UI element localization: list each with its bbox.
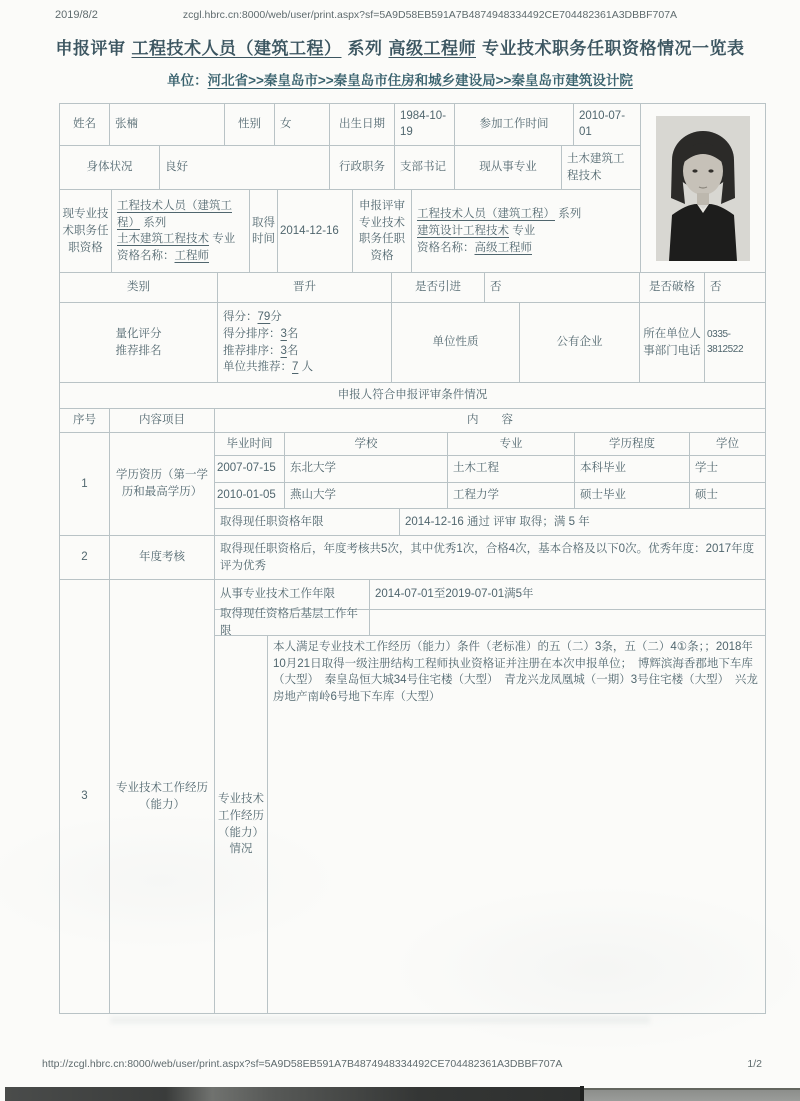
applied-major: 建筑设计工程技术 <box>417 224 509 237</box>
col-content: 内 容 <box>467 414 513 427</box>
profession-label: 现从事专业 <box>455 146 562 190</box>
applied-major-suffix: 专业 <box>512 224 536 237</box>
edu-h-degree: 学位 <box>716 437 739 450</box>
form-title <box>0 34 800 59</box>
applied-series-suffix: 系列 <box>558 208 582 221</box>
next-page-edge <box>0 1086 800 1101</box>
birth-value: 1984-10-19 <box>395 104 455 145</box>
current-name: 工程师 <box>174 249 209 262</box>
edu-1-major: 土木工程 <box>448 456 575 482</box>
current-major: 土木建筑工程技术 <box>117 233 209 246</box>
education-label: 学历资历（第一学历和最高学历） <box>110 433 215 535</box>
health-label: 身体状况 <box>60 146 160 190</box>
education-row-1 <box>215 456 765 483</box>
rec-rank-unit: 名 <box>286 344 299 357</box>
edu-h-grad-date: 毕业时间 <box>215 433 285 455</box>
experience-years-label: 从事专业技术工作年限 <box>215 580 370 609</box>
applied-title-value <box>412 190 640 272</box>
import-label: 是否引进 <box>392 273 485 302</box>
edu-2-school: 燕山大学 <box>285 483 448 509</box>
edu-h-school: 学校 <box>285 433 448 455</box>
exception-label: 是否破格 <box>640 273 705 302</box>
qualification-table <box>59 103 766 1014</box>
title-prefix: 申报评审 <box>55 39 126 58</box>
score-details <box>218 303 392 382</box>
edu-1-degree: 学士 <box>695 462 718 475</box>
assessment-content: 取得现任职资格后，年度考核共5次，其中优秀1次，合格4次，基本合格及以下0次。优秀年度：2017年度评为优秀 <box>220 542 755 572</box>
row-name <box>60 104 640 146</box>
score-block-label <box>60 303 218 382</box>
score-label-line2: 推荐排名 <box>115 344 162 357</box>
experience-base-row <box>215 607 765 637</box>
photo-cell <box>640 104 765 272</box>
row-section-header <box>60 383 765 409</box>
unit-label: 单位： <box>167 73 208 88</box>
exception-value: 否 <box>710 281 722 294</box>
import-value: 否 <box>485 273 640 302</box>
admin-label: 行政职务 <box>330 146 395 190</box>
edu-1-grad-date: 2007-07-15 <box>215 456 285 482</box>
current-name-label: 资格名称： <box>117 249 175 262</box>
profession-value: 土木建筑工程技术 <box>567 152 625 182</box>
edu-h-major: 专业 <box>448 433 575 455</box>
experience-label: 专业技术工作经历（能力） <box>110 580 215 1013</box>
unit-path-value: 河北省>>秦皇岛市>>秦皇岛市住房和城乡建设局>>秦皇岛市建筑设计院 <box>207 73 633 88</box>
score-label-line1: 量化评分 <box>115 327 162 340</box>
score-unit: 分 <box>270 311 282 324</box>
assessment-label: 年度考核 <box>110 536 215 579</box>
edu-2-major: 工程力学 <box>448 483 575 509</box>
next-page-edge-dark <box>5 1087 580 1101</box>
row-score <box>60 303 765 383</box>
current-series: 工程技术人员（建筑工程） <box>117 199 232 229</box>
education-no: 1 <box>60 433 110 535</box>
page-showthrough <box>110 1016 650 1024</box>
rec-rank-label: 推荐排序： <box>223 344 281 357</box>
name-value: 张楠 <box>110 104 225 145</box>
row-column-headers <box>60 409 765 433</box>
applied-name-label: 资格名称： <box>417 241 475 254</box>
obtain-time-label: 取得时间 <box>250 190 278 272</box>
applied-title-label: 申报评审专业技术职务任职资格 <box>353 190 412 272</box>
print-date: 2019/8/2 <box>55 9 98 21</box>
experience-detail-text: 本人满足专业技术工作经历（能力）条件（老标准）的五（二）3条，五（二）4①条；；2018年10月21日取得一级注册结构工程师执业资格证并注册在本次申报单位； 博辉滨海香郡地下车库（大型） 秦皇岛恒大城34号住宅楼（大型） 青龙兴龙凤凰城（一期）3号住宅楼（大型） 兴龙房地产南岭6号地下车库（大型） <box>273 641 758 704</box>
phone-label: 所在单位人事部门电话 <box>640 303 705 382</box>
title-level: 高级工程师 <box>388 39 476 58</box>
current-major-suffix: 专业 <box>212 233 236 246</box>
section-header: 申报人符合申报评审条件情况 <box>337 389 488 402</box>
score-rank-unit: 名 <box>286 327 299 340</box>
current-title-value <box>112 190 250 272</box>
edu-2-degree: 硕士 <box>695 489 718 502</box>
unit-type-label: 单位性质 <box>392 303 520 382</box>
row-current-title <box>60 190 640 272</box>
score-rank-value: 3 <box>280 327 287 340</box>
col-no: 序号 <box>60 409 110 432</box>
page-number: 1/2 <box>747 1058 762 1070</box>
experience-detail-label: 专业技术工作经历（能力）情况 <box>215 636 268 1013</box>
experience-detail-row <box>215 636 765 1013</box>
edu-2-grad-date: 2010-01-05 <box>215 483 285 509</box>
phone-value: 0335-3812522 <box>707 329 744 355</box>
total-unit: 人 <box>301 361 314 374</box>
education-row-2 <box>215 483 765 510</box>
gender-value: 女 <box>275 104 330 145</box>
row-experience <box>60 580 765 1013</box>
work-start-value: 2010-07-01 <box>579 109 626 139</box>
experience-years-value: 2014-07-01至2019-07-01满5年 <box>375 588 534 601</box>
edu-2-level: 硕士毕业 <box>575 483 690 509</box>
edu-h-level: 学历程度 <box>575 433 690 455</box>
edu-1-level: 本科毕业 <box>575 456 690 482</box>
score-value: 79 <box>257 311 271 324</box>
rec-rank-value: 3 <box>280 344 287 357</box>
experience-base-value <box>370 610 765 635</box>
score-rank-label: 得分排序： <box>223 327 281 340</box>
header-url: zcgl.hbrc.cn:8000/web/user/print.aspx?sf=5A9D58EB591A7B4874948334492CE704482361A3DBBF707A <box>182 9 678 21</box>
col-item: 内容项目 <box>110 409 215 432</box>
unit-type-value: 公有企业 <box>520 303 640 382</box>
id-photo <box>656 116 750 261</box>
row-assessment <box>60 536 765 580</box>
title-suffix: 专业技术职务任职资格情况一览表 <box>482 39 745 58</box>
birth-label: 出生日期 <box>330 104 395 145</box>
category-value: 晋升 <box>218 273 392 302</box>
education-tenure-row <box>215 509 765 535</box>
current-title-label: 现专业技术职务任职资格 <box>60 190 112 272</box>
title-series: 工程技术人员（建筑工程） <box>131 39 342 58</box>
applied-series: 工程技术人员（建筑工程） <box>417 208 555 221</box>
tenure-value: 2014-12-16 通过 评审 取得；满 5 年 <box>405 515 590 528</box>
row-category <box>60 273 765 303</box>
assessment-no: 2 <box>60 536 110 579</box>
experience-base-label: 取得现任资格后基层工作年限 <box>215 610 370 635</box>
work-start-label: 参加工作时间 <box>455 104 574 145</box>
title-mid: 系列 <box>347 39 383 58</box>
score-label: 得分： <box>223 311 258 324</box>
total-label: 单位共推荐： <box>223 361 292 374</box>
experience-no: 3 <box>60 580 110 1013</box>
gender-label: 性别 <box>225 104 275 145</box>
tenure-label: 取得现任职资格年限 <box>215 509 400 535</box>
row-education <box>60 433 765 536</box>
basic-info-block <box>60 104 765 273</box>
admin-value: 支部书记 <box>395 146 455 190</box>
footer-url: http://zcgl.hbrc.cn:8000/web/user/print.aspx?sf=5A9D58EB591A7B4874948334492CE704482361A3DBBF707A <box>42 1058 563 1070</box>
row-health <box>60 146 640 191</box>
unit-path <box>0 69 800 89</box>
health-value: 良好 <box>160 146 330 190</box>
edu-1-school: 东北大学 <box>285 456 448 482</box>
print-footer <box>42 1058 762 1070</box>
education-header-row <box>215 433 765 456</box>
applied-name: 高级工程师 <box>474 241 532 254</box>
name-label: 姓名 <box>60 104 110 145</box>
obtain-time-value: 2014-12-16 <box>278 190 353 272</box>
current-series-suffix: 系列 <box>143 216 167 229</box>
total-value: 7 <box>292 361 299 374</box>
category-label: 类别 <box>60 273 218 302</box>
next-page-edge-light <box>584 1088 800 1101</box>
